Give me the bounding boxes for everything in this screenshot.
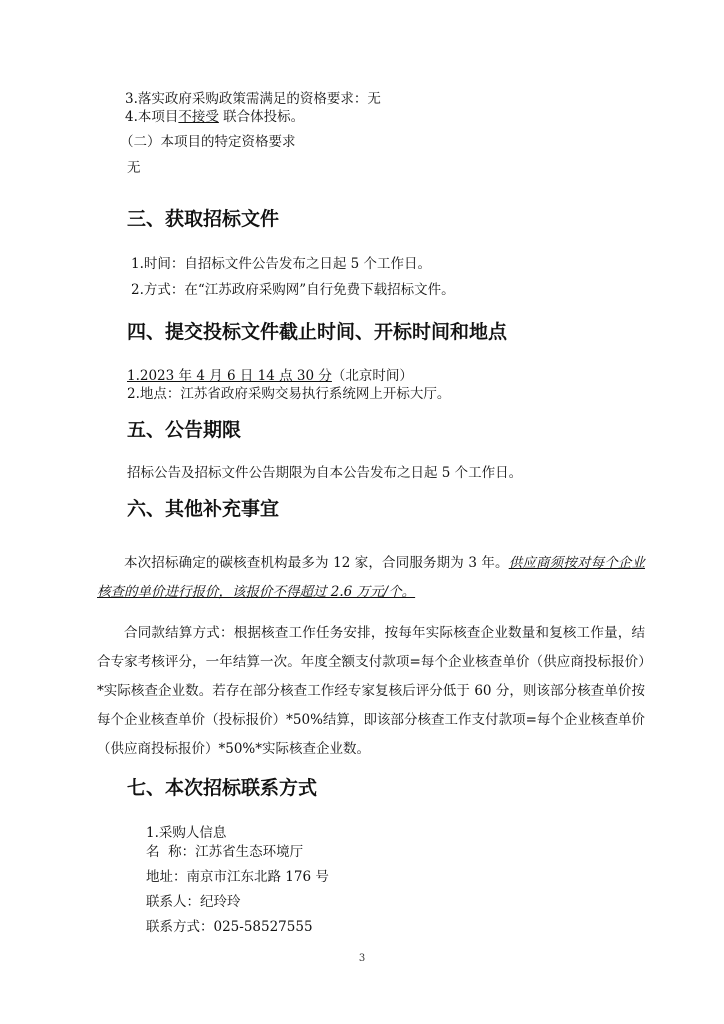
section-5-line-1: 招标公告及招标文件公告期限为自本公告发布之日起 5 个工作日。	[127, 465, 523, 481]
qualification-item-4	[125, 108, 304, 126]
paragraph-1-emphasis: 供应商须按对每个企业核查的单价进行报价，该报价不得超过 2.6 万元/个。	[97, 555, 646, 600]
section-4-line-2: 2.地点：江苏省政府采购交易执行系统网上开标大厅。	[127, 386, 451, 402]
section-6-paragraph-1	[97, 549, 645, 607]
paragraph-1-text: 本次招标确定的碳核查机构最多为 12 家，合同服务期为 3 年。	[124, 555, 509, 571]
section-3-heading: 三、获取招标文件	[127, 208, 280, 230]
section-3-line-2: 2.方式：在“江苏政府采购网”自行免费下载招标文件。	[131, 282, 455, 298]
purchaser-name: 名 称：江苏省生态环境厅	[146, 844, 304, 860]
deadline-datetime: 1.2023 年 4 月 6 日 14 点 30 分	[127, 368, 332, 384]
purchaser-info-label: 1.采购人信息	[146, 825, 227, 841]
specific-qualification-subheading: （二）本项目的特定资格要求	[120, 134, 296, 150]
deadline-timezone: （北京时间）	[331, 368, 413, 384]
qualification-item-3: 3.落实政府采购政策需满足的资格要求：无	[125, 91, 381, 107]
item4-underlined: 不接受	[178, 109, 219, 125]
page-number: 3	[358, 953, 366, 964]
item4-suffix: 联合体投标。	[218, 109, 305, 125]
purchaser-phone: 联系方式：025-58527555	[146, 919, 313, 935]
section-5-heading: 五、公告期限	[127, 419, 242, 441]
section-6-paragraph-2: 合同款结算方式：根据核查工作任务安排，按每年实际核查企业数量和复核工作量，结合专家考核评分，一年结算一次。年度全额支付款项=每个企业核查单价（供应商投标报价）*实际核查企业数。若存在部分核查工作经专家复核后评分低于 60 分，则该部分核查单价按每个企业核查单价（投标报价）*50%结算，即该部分核查工作支付款项=每个企业核查单价（供应商投标报价）*50%*实际核查企业数。	[97, 625, 645, 757]
section-7-heading: 七、本次招标联系方式	[127, 777, 318, 799]
section-3-line-1: 1.时间：自招标文件公告发布之日起 5 个工作日。	[131, 256, 432, 272]
purchaser-contact-person: 联系人：纪玲玲	[146, 894, 241, 910]
purchaser-address: 地址：南京市江东北路 176 号	[146, 869, 329, 885]
section-4-line-1	[127, 367, 413, 385]
section-4-heading: 四、提交投标文件截止时间、开标时间和地点	[127, 321, 508, 343]
section-6-heading: 六、其他补充事宜	[127, 498, 280, 520]
item4-prefix: 4.本项目	[125, 109, 179, 125]
specific-qualification-none: 无	[127, 160, 141, 176]
